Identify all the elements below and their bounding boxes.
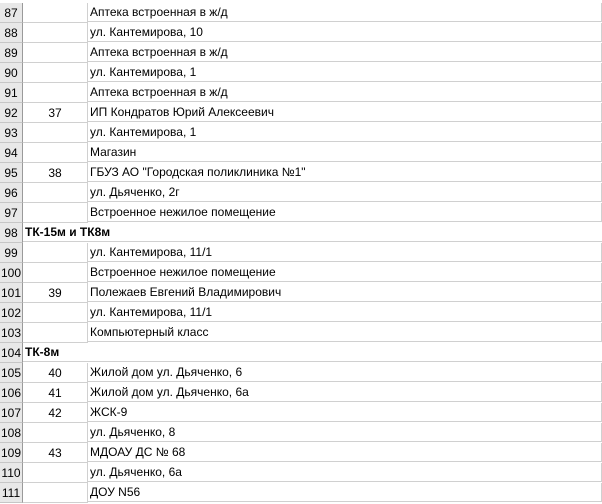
row-header[interactable]: 103 bbox=[0, 323, 23, 343]
row-header[interactable]: 97 bbox=[0, 203, 23, 223]
description-cell[interactable]: Магазин bbox=[88, 143, 602, 162]
number-cell[interactable] bbox=[23, 483, 88, 503]
row-header[interactable]: 93 bbox=[0, 123, 23, 143]
section-header-cell[interactable]: ТК-15м и ТК8м bbox=[23, 223, 602, 242]
table-row bbox=[0, 283, 602, 303]
row-header[interactable]: 101 bbox=[0, 283, 23, 303]
number-cell[interactable] bbox=[23, 243, 88, 263]
table-row bbox=[0, 3, 602, 23]
table-row bbox=[0, 463, 602, 483]
number-cell[interactable] bbox=[23, 323, 88, 343]
row-header[interactable]: 88 bbox=[0, 23, 23, 43]
row-header[interactable]: 105 bbox=[0, 363, 23, 383]
number-cell[interactable] bbox=[23, 3, 88, 23]
row-header[interactable]: 100 bbox=[0, 263, 23, 283]
number-cell[interactable] bbox=[23, 23, 88, 43]
description-cell[interactable]: МДОАУ ДС № 68 bbox=[88, 443, 602, 462]
description-cell[interactable]: ул. Кантемирова, 11/1 bbox=[88, 243, 602, 262]
number-cell[interactable]: 42 bbox=[23, 403, 88, 423]
row-header[interactable]: 87 bbox=[0, 3, 23, 23]
number-cell[interactable]: 43 bbox=[23, 443, 88, 463]
table-row bbox=[0, 143, 602, 163]
description-cell[interactable]: Аптека встроенная в ж/д bbox=[88, 83, 602, 102]
description-cell[interactable]: ул. Кантемирова, 1 bbox=[88, 63, 602, 82]
table-row bbox=[0, 383, 602, 403]
row-header[interactable]: 94 bbox=[0, 143, 23, 163]
description-cell[interactable]: ул. Кантемирова, 10 bbox=[88, 23, 602, 42]
description-cell[interactable]: Встроенное нежилое помещение bbox=[88, 263, 602, 282]
description-cell[interactable]: ул. Кантемирова, 11/1 bbox=[88, 303, 602, 322]
section-header-cell[interactable]: ТК-8м bbox=[23, 343, 602, 362]
description-cell[interactable]: Полежаев Евгений Владимирович bbox=[88, 283, 602, 302]
description-cell[interactable]: ул. Дьяченко, 6а bbox=[88, 463, 602, 482]
number-cell[interactable] bbox=[23, 83, 88, 103]
row-header[interactable]: 107 bbox=[0, 403, 23, 423]
number-cell[interactable] bbox=[23, 183, 88, 203]
row-header[interactable]: 98 bbox=[0, 223, 23, 243]
description-cell[interactable]: ИП Кондратов Юрий Алексеевич bbox=[88, 103, 602, 122]
table-row bbox=[0, 23, 602, 43]
row-header[interactable]: 109 bbox=[0, 443, 23, 463]
table-row bbox=[0, 363, 602, 383]
table-row bbox=[0, 203, 602, 223]
description-cell[interactable]: ул. Дьяченко, 8 bbox=[88, 423, 602, 442]
number-cell[interactable] bbox=[23, 303, 88, 323]
row-header[interactable]: 95 bbox=[0, 163, 23, 183]
description-cell[interactable]: Жилой дом ул. Дьяченко, 6 bbox=[88, 363, 602, 382]
table-row bbox=[0, 103, 602, 123]
table-row bbox=[0, 423, 602, 443]
number-cell[interactable] bbox=[23, 43, 88, 63]
row-header[interactable]: 110 bbox=[0, 463, 23, 483]
row-header[interactable]: 106 bbox=[0, 383, 23, 403]
description-cell[interactable]: ЖСК-9 bbox=[88, 403, 602, 422]
description-cell[interactable]: Аптека встроенная в ж/д bbox=[88, 3, 602, 22]
table-row bbox=[0, 223, 602, 243]
table-row bbox=[0, 183, 602, 203]
number-cell[interactable] bbox=[23, 463, 88, 483]
table-row bbox=[0, 443, 602, 463]
number-cell[interactable] bbox=[23, 423, 88, 443]
table-row bbox=[0, 403, 602, 423]
table-row bbox=[0, 63, 602, 83]
table-row bbox=[0, 123, 602, 143]
table-row bbox=[0, 263, 602, 283]
description-cell[interactable]: ДОУ N56 bbox=[88, 483, 602, 502]
description-cell[interactable]: ул. Кантемирова, 1 bbox=[88, 123, 602, 142]
row-header[interactable]: 92 bbox=[0, 103, 23, 123]
description-cell[interactable]: Аптека встроенная в ж/д bbox=[88, 43, 602, 62]
table-row bbox=[0, 343, 602, 363]
number-cell[interactable] bbox=[23, 63, 88, 83]
row-header[interactable]: 89 bbox=[0, 43, 23, 63]
table-row bbox=[0, 323, 602, 343]
number-cell[interactable]: 41 bbox=[23, 383, 88, 403]
row-header[interactable]: 91 bbox=[0, 83, 23, 103]
row-header[interactable]: 102 bbox=[0, 303, 23, 323]
number-cell[interactable] bbox=[23, 263, 88, 283]
number-cell[interactable]: 40 bbox=[23, 363, 88, 383]
description-cell[interactable]: ул. Дьяченко, 2г bbox=[88, 183, 602, 202]
number-cell[interactable]: 37 bbox=[23, 103, 88, 123]
table-row bbox=[0, 163, 602, 183]
row-header[interactable]: 104 bbox=[0, 343, 23, 363]
number-cell[interactable] bbox=[23, 123, 88, 143]
row-header[interactable]: 111 bbox=[0, 483, 23, 503]
description-cell[interactable]: Жилой дом ул. Дьяченко, 6а bbox=[88, 383, 602, 402]
row-header[interactable]: 90 bbox=[0, 63, 23, 83]
row-header[interactable]: 96 bbox=[0, 183, 23, 203]
table-row bbox=[0, 243, 602, 263]
description-cell[interactable]: ГБУЗ АО "Городская поликлиника №1" bbox=[88, 163, 602, 182]
number-cell[interactable] bbox=[23, 203, 88, 223]
number-cell[interactable] bbox=[23, 143, 88, 163]
row-header[interactable]: 108 bbox=[0, 423, 23, 443]
table-row bbox=[0, 483, 602, 503]
row-header[interactable]: 99 bbox=[0, 243, 23, 263]
number-cell[interactable]: 39 bbox=[23, 283, 88, 303]
table-row bbox=[0, 303, 602, 323]
table-row bbox=[0, 43, 602, 63]
description-cell[interactable]: Встроенное нежилое помещение bbox=[88, 203, 602, 222]
number-cell[interactable]: 38 bbox=[23, 163, 88, 183]
description-cell[interactable]: Компьютерный класс bbox=[88, 323, 602, 342]
table-row bbox=[0, 83, 602, 103]
